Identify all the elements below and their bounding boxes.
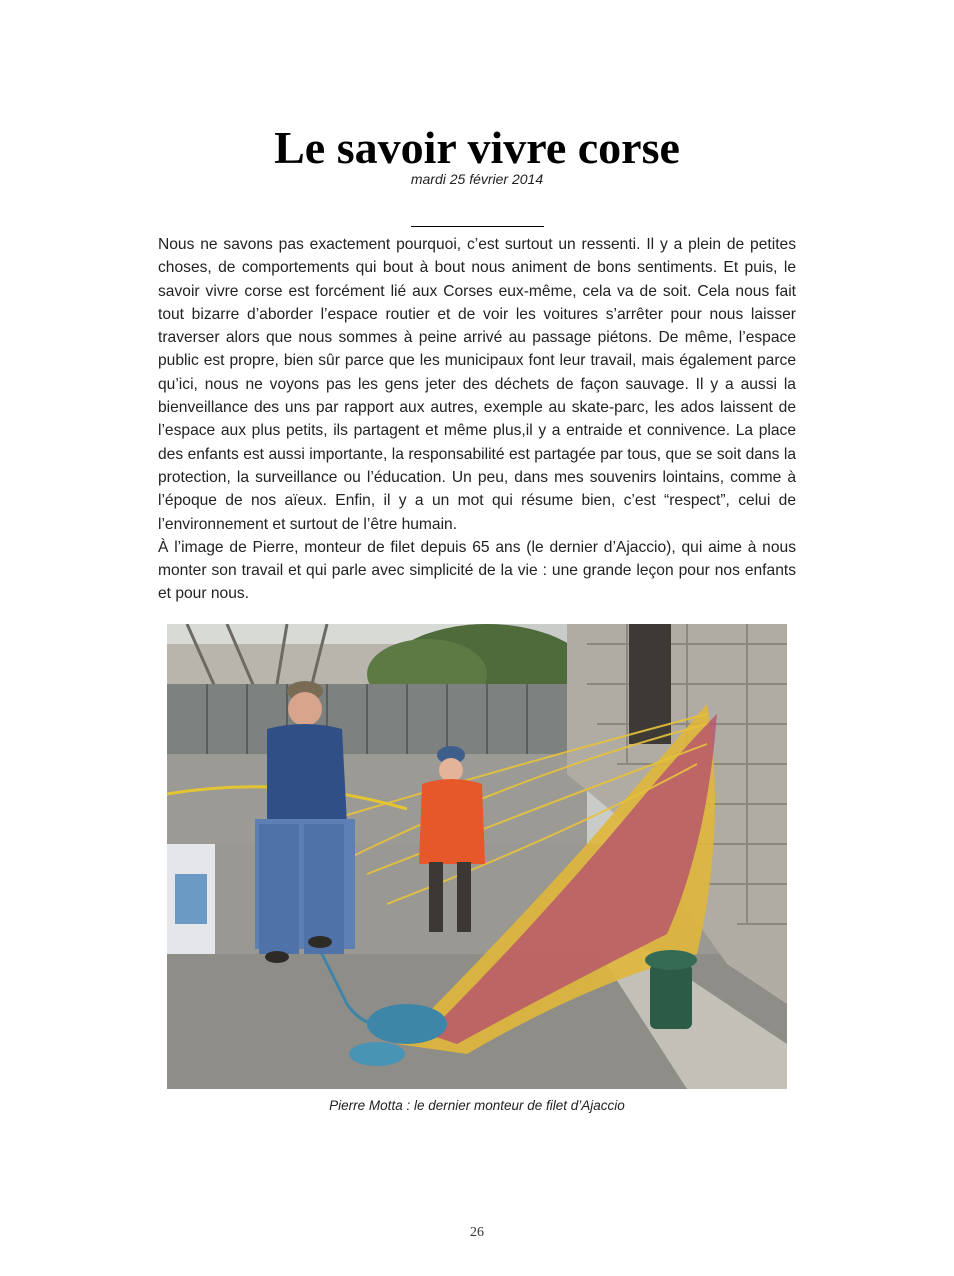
photo-caption: Pierre Motta : le dernier monteur de filet d’Ajaccio bbox=[329, 1098, 625, 1113]
article-date: mardi 25 février 2014 bbox=[410, 171, 544, 187]
photo-fisherman-net bbox=[167, 624, 787, 1089]
page-number: 26 bbox=[470, 1225, 484, 1240]
body-paragraph: À l’image de Pierre, monteur de filet depuis 65 ans (le dernier d’Ajaccio), qui aime à nous monter son travail et qui parle avec simplicité de la vie : une grande leçon pour nos enfants et pour nous. bbox=[158, 538, 796, 603]
title-divider bbox=[411, 226, 544, 227]
article-photo bbox=[167, 624, 787, 1089]
article-title: Le savoir vivre corse bbox=[274, 122, 680, 173]
article-body bbox=[158, 233, 796, 606]
body-paragraph: Nous ne savons pas exactement pourquoi, c’est surtout un ressenti. Il y a plein de petites choses, de comportements qui bout à bout nous animent de bons sentiments. Et puis, le savoir vivre corse est forcément lié aux Corses eux-même, cela va de soit. Cela nous fait tout bizarre d’aborder l’espace routier et de voir les voitures s’arrêter pour nous laisser traverser alors que nous sommes à peine arrivé au passage piétons. De même, l’espace public est propre, bien sûr parce que les municipaux font leur travail, mais également parce qu’ici, nous ne voyons pas les gens jeter des déchets de façon sauvage. Il y a aussi la bienveillance des uns par rapport aux autres, exemple au skate-parc, les ados laissent de l’espace aux plus petits, ils partagent et même plus,il y a entraide et connivence. La place des enfants est aussi importante, la responsabilité est partagée par tous, que se soit dans la protection, la surveillance ou l’éducation. Un peu, dans mes souvenirs lointains, comme à l’époque de nos aïeux. Enfin, il y a un mot qui résume bien, c’est “respect”, celui de l’environnement et surtout de l’être humain. bbox=[158, 236, 796, 533]
